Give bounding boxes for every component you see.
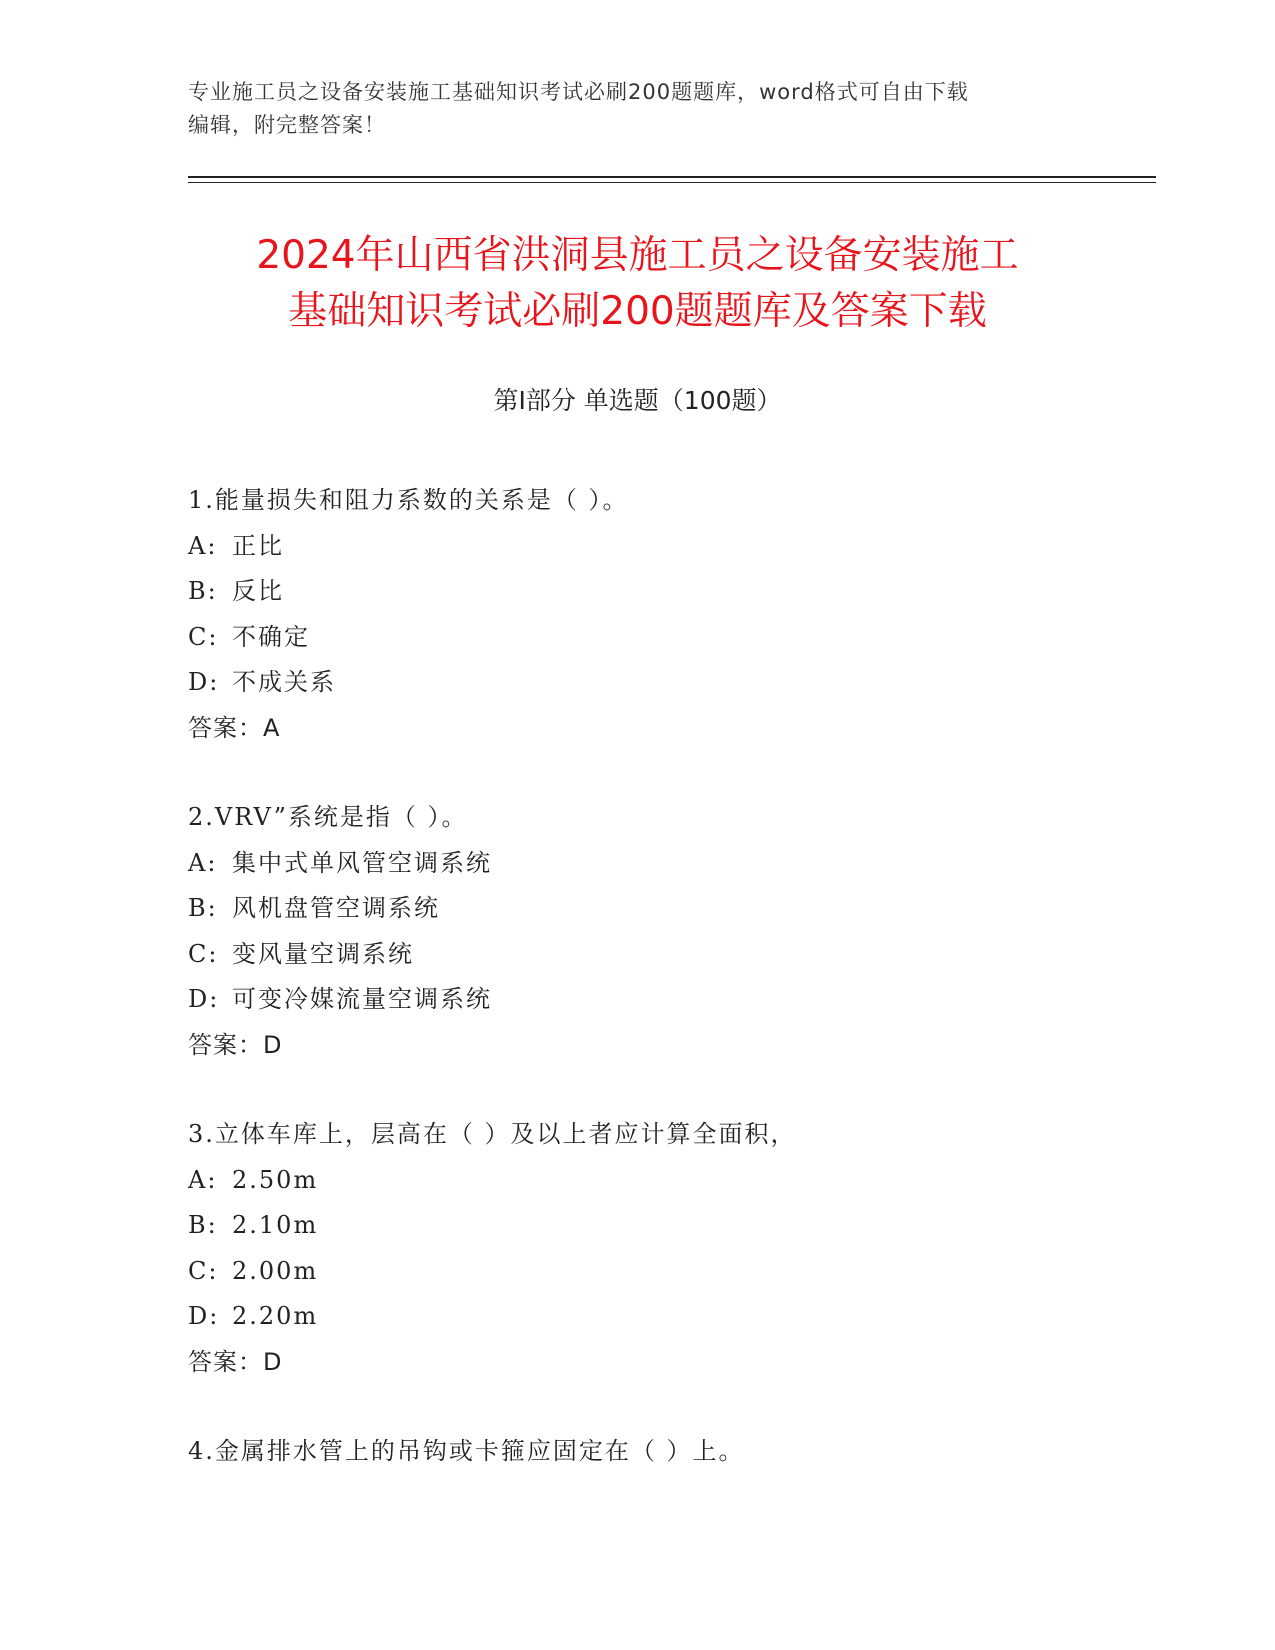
header-note [188, 76, 1088, 142]
answer-label: 答案：A [188, 713, 281, 742]
option-d [188, 977, 1148, 1023]
option-c [188, 932, 1148, 978]
option-text: 风机盘管空调系统 [232, 894, 440, 922]
option-d [188, 660, 1148, 706]
option-key: A: [188, 1165, 218, 1194]
option-c [188, 615, 1148, 661]
question-stem: 3.立体车库上，层高在（ ）及以上者应计算全面积， [188, 1120, 797, 1148]
option-text: 可变冷媒流量空调系统 [232, 985, 492, 1013]
option-text: 2.00m [232, 1256, 319, 1285]
option-key: C: [188, 622, 219, 651]
header-divider-thick [188, 176, 1156, 178]
option-text: 不确定 [232, 622, 310, 651]
question-2 [188, 795, 1148, 1068]
question-stem: 1.能量损失和阻力系数的关系是（ ）。 [188, 486, 629, 514]
question-list [188, 478, 1148, 1519]
document-title-line-1: 2024年山西省洪洞县施工员之设备安装施工 [256, 233, 1019, 278]
option-key: D: [188, 668, 220, 696]
header-divider-thin [188, 182, 1156, 183]
option-a [188, 841, 1148, 887]
option-c [188, 1249, 1148, 1295]
option-text: 2.10m [232, 1211, 319, 1239]
header-note-line-2: 编辑，附完整答案！ [188, 113, 386, 137]
option-text: 集中式单风管空调系统 [232, 848, 492, 877]
question-1 [188, 478, 1148, 751]
option-key: D: [188, 1302, 220, 1330]
question-4 [188, 1429, 1148, 1475]
question-stem: 4.金属排水管上的吊钩或卡箍应固定在（ ）上。 [188, 1437, 745, 1465]
option-key: B: [188, 577, 218, 605]
option-key: A: [188, 848, 218, 877]
option-b [188, 886, 1148, 932]
question-stem: 2.VRV”系统是指（ ）。 [188, 803, 468, 831]
option-key: D: [188, 985, 220, 1013]
option-text: 变风量空调系统 [232, 939, 414, 968]
document-title [120, 228, 1155, 340]
option-key: C: [188, 1256, 219, 1285]
answer-label: 答案：D [188, 1030, 283, 1059]
option-b [188, 569, 1148, 615]
document-title-line-2: 基础知识考试必刷200题题库及答案下载 [288, 289, 987, 334]
question-3 [188, 1112, 1148, 1385]
option-key: A: [188, 531, 218, 560]
option-text: 不成关系 [232, 668, 336, 696]
section-heading: 第Ⅰ部分 单选题（100题） [493, 386, 782, 415]
option-a [188, 1158, 1148, 1204]
option-b [188, 1203, 1148, 1249]
option-text: 2.20m [232, 1302, 319, 1330]
option-key: C: [188, 939, 219, 968]
header-note-line-1: 专业施工员之设备安装施工基础知识考试必刷200题题库，word格式可自由下载 [188, 80, 969, 104]
option-key: B: [188, 1211, 218, 1239]
option-text: 正比 [232, 531, 284, 560]
option-a [188, 524, 1148, 570]
option-d [188, 1294, 1148, 1340]
option-text: 2.50m [232, 1165, 319, 1194]
answer-label: 答案：D [188, 1347, 283, 1376]
option-key: B: [188, 894, 218, 922]
option-text: 反比 [232, 577, 284, 605]
